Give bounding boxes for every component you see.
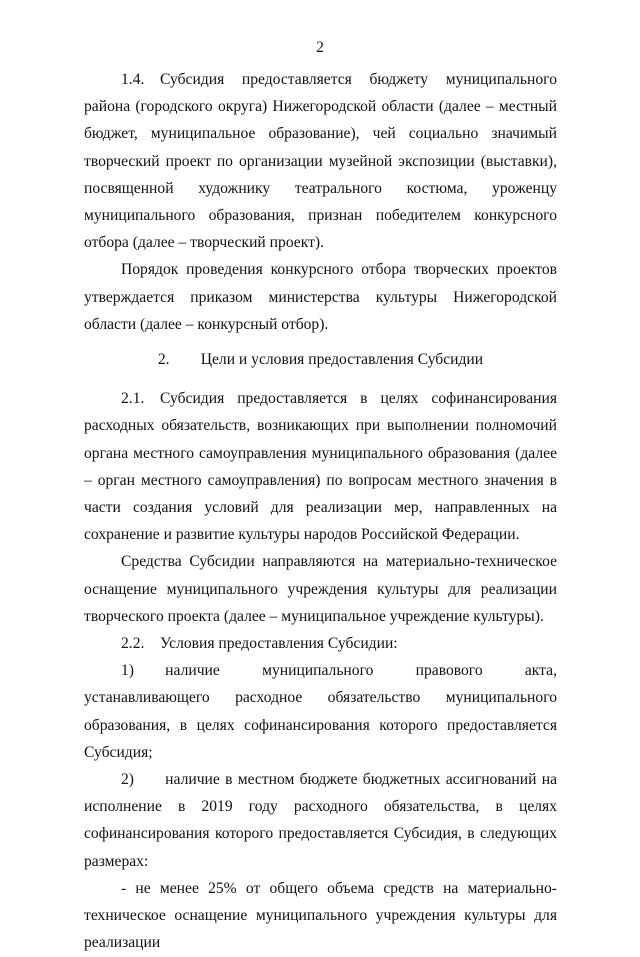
paragraph-2-1: 2.1. Субсидия предоставляется в целях софинансирования расходных обязательств, возникающих при выполнении полномочий органа местного самоуправления муниципального образования (далее – орган местного самоуправления) по вопросам местного значения в части создания условий для реализации мер, направленных на сохранение и развитие культуры народов Российской Федерации. <box>84 390 557 544</box>
section-heading-2: 2. Цели и условия предоставления Субсидии <box>157 351 484 369</box>
paragraph-min-25-percent: - не менее 25% от общего объема средств на материально-техническое оснащение муниципального учреждения культуры для реализации <box>84 879 557 952</box>
page-number: 2 <box>316 39 324 56</box>
paragraph-condition-1: 1) наличие муниципального правового акта, устанавливающего расходное обязательство муниципального образования, в целях софинансирования которого предоставляется Субсидия; <box>84 662 557 761</box>
paragraph-2-2: 2.2. Условия предоставления Субсидии: <box>121 635 398 653</box>
paragraph-competition-procedure: Порядок проведения конкурсного отбора творческих проектов утверждается приказом министерства культуры Нижегородской области (далее – конкурсный отбор). <box>84 261 557 333</box>
paragraph-1-4: 1.4. Субсидия предоставляется бюджету муниципального района (городского округа) Нижегородской области (далее – местный бюджет, муниципальное образование), чей социально значимый творческий проект по организации музейной экспозиции (выставки), посвященной художнику театрального костюма, уроженцу муниципального образования, признан победителем конкурсного отбора (далее – творческий проект). <box>84 71 557 252</box>
document-body <box>84 66 557 957</box>
paragraph-subsidy-funds: Средства Субсидии направляются на материально-техническое оснащение муниципального учреждения культуры для реализации творческого проекта (далее – муниципальное учреждение культуры). <box>84 553 557 625</box>
paragraph-condition-2: 2) наличие в местном бюджете бюджетных ассигнований на исполнение в 2019 году расходного обязательства, в целях софинансирования которого предоставляется Субсидия, в следующих размерах: <box>84 771 557 870</box>
